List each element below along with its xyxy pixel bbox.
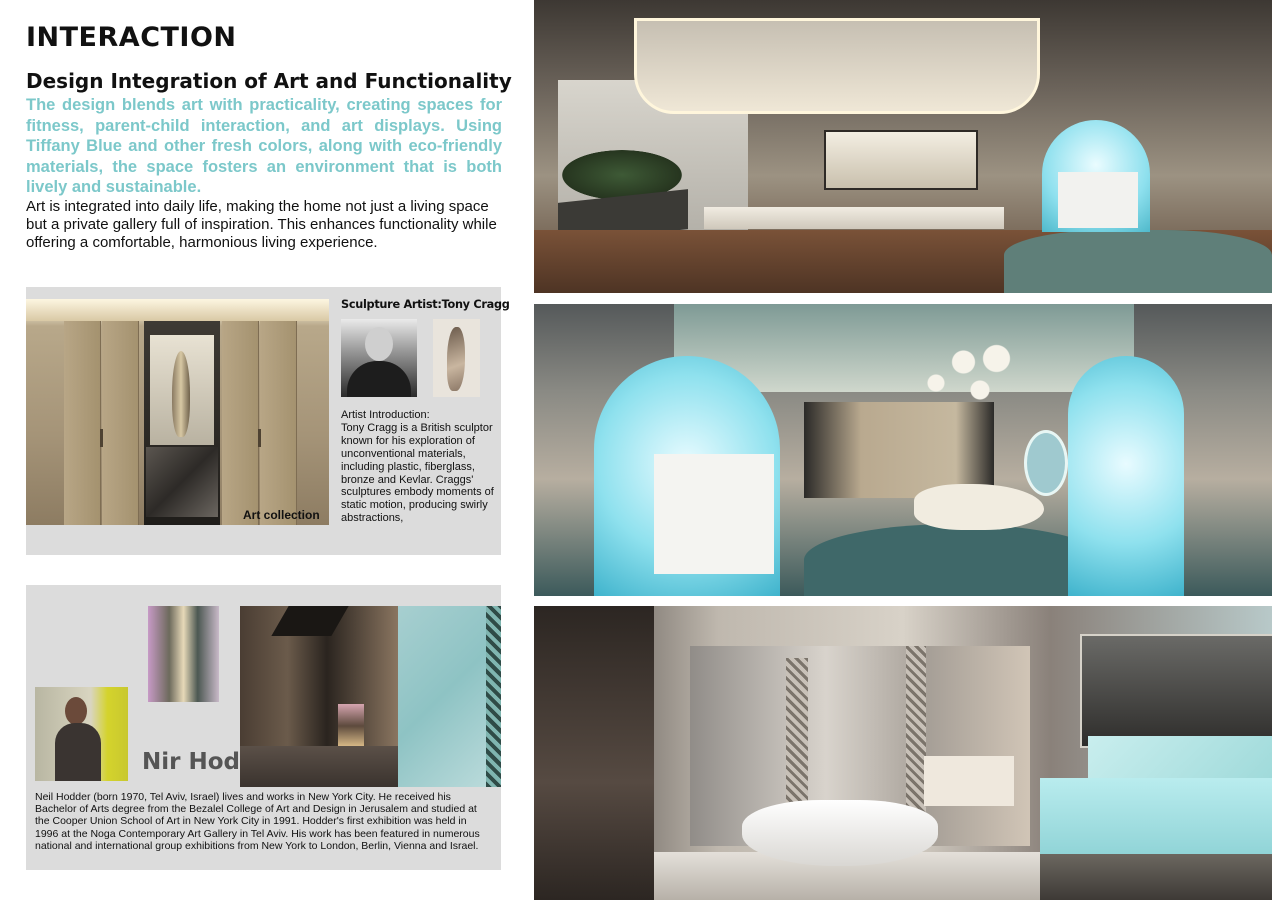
piano [1058,172,1138,228]
vanity-basin [1040,778,1272,858]
wardrobe-door [102,321,139,525]
lead-paragraph: The design blends art with practicality, creating spaces for fitness, parent-child interaction, and art displays. Using Tiffany Blue and other fresh colors, along with eco-friendly materials, the space fosters an environment that is both lively and sustainable. [26,96,502,197]
vanity-base [1040,854,1272,900]
door-handle [258,429,261,447]
artist-heading: Sculpture Artist:Tony Cragg [341,298,510,311]
portrait-head [365,327,393,361]
artist-biography: Neil Hodder (born 1970, Tel Aviv, Israel) lives and works in New York City. He received his Bachelor of Arts degree from the Bezalel College of Art and Design in Jerusalem and studied at the Cooper Union School of Art in New York City in 1991. Hodder's first exhibition was held in 1996 at the Noga Contemporary Art Gallery in Tel Aviv. His work has been featured in numerous national and international group exhibitions from New York to London, Berlin, Vienna and Israel. [35,791,480,852]
artist-portrait [341,319,417,397]
piano [654,454,774,574]
art-collection-caption: Art collection [243,508,320,522]
intro-text: Tony Cragg is a British sculptor known for his exploration of unconventional materials, including plastic, fiberglass, bronze and Kevlar. Craggs' sculptures embody moments of static motion, producing swirly abstractions, [341,421,494,525]
portrait-head [65,697,87,725]
wardrobe-door [64,321,101,525]
teal-rug [1004,230,1272,293]
music-room-photo [534,304,1272,596]
artist-portrait [35,687,128,781]
portrait-body [347,361,411,397]
bathtub [742,800,938,866]
marble-plinth [146,447,218,517]
art-collection-photo [26,299,329,525]
artwork-thumbnail [148,606,219,702]
mirror [1080,634,1272,748]
portrait-body [55,723,101,781]
artist-introduction [341,409,501,525]
intro-label: Artist Introduction: [341,409,430,421]
sculpture-thumbnail [433,319,480,397]
tiffany-arch [1068,356,1184,596]
artist-name: Nir Hod [142,749,240,775]
teal-rug [804,524,1104,596]
wardrobe-door [260,321,297,525]
page-title: INTERACTION [26,22,237,53]
marble-backsplash [1088,736,1272,782]
wall-shelf [824,130,978,190]
curved-desk [914,484,1044,530]
door-handle [100,429,103,447]
study-room-photo [534,0,1272,293]
corridor-artwork [338,704,364,748]
cabinetry [534,606,654,900]
sculpture [172,351,190,437]
corridor-photo [240,606,398,787]
wardrobe-door [222,321,259,525]
bed [924,756,1014,806]
ceiling-light [26,299,329,321]
desk [704,207,1004,229]
coffered-ceiling [634,18,1040,114]
herringbone-trim [486,606,501,787]
section-subtitle: Design Integration of Art and Functionality [26,69,512,93]
body-paragraph: Art is integrated into daily life, making the home not just a living space but a private gallery full of inspiration. This enhances functionality while offering a comfortable, harmonious living experience. [26,198,497,251]
bubble-chandelier [914,334,1024,404]
corridor-ceiling [271,606,348,636]
round-mirror [1024,430,1068,496]
bathroom-photo [534,606,1272,900]
turquoise-wall-photo [398,606,486,787]
corridor-floor [240,746,398,787]
sculpture-form [447,327,465,391]
